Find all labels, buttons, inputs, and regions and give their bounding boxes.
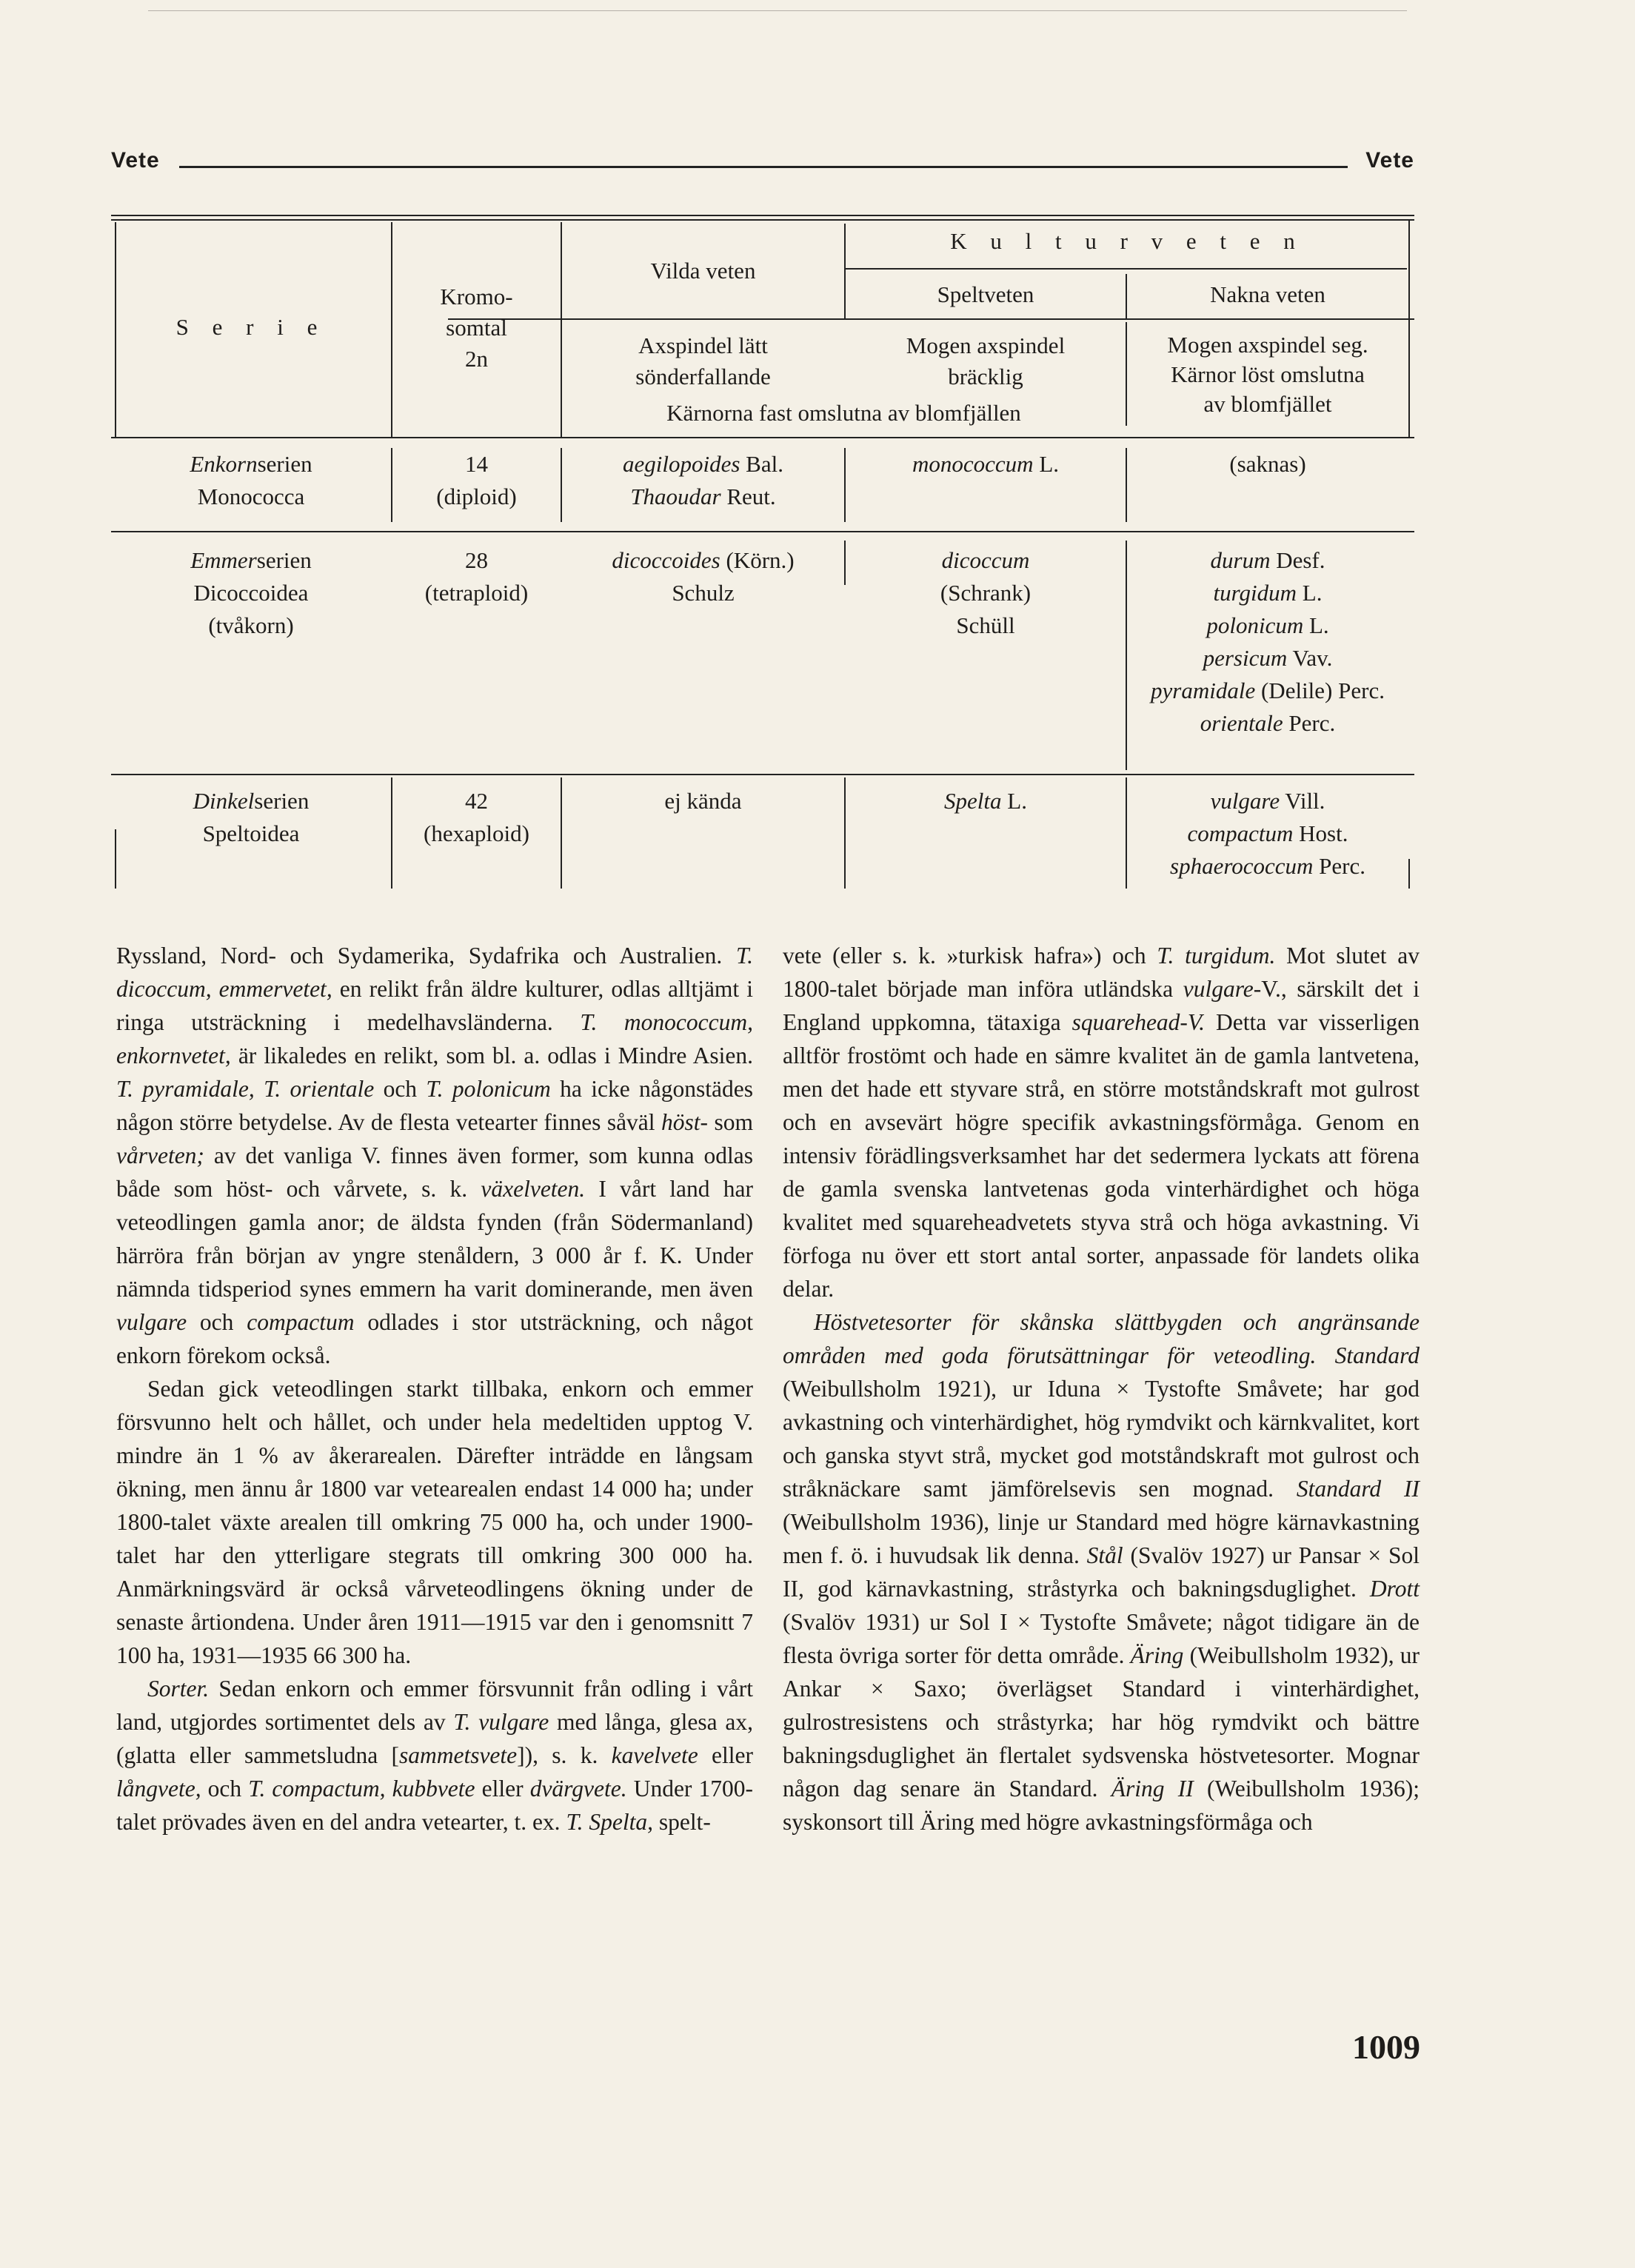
text-run: Sedan gick veteodlingen starkt tillbaka, enkorn och emmer försvunno helt och hållet, och under hela medeltiden upptog V. mindre än 1 % av åkerarealen. Därefter inträdde en långsam ökning, men ännu år 1800 var vetearealen endast 14 000 ha; under 1800-talet växte arealen till omkring 75 000 ha, och under 1900-talet har den ytterligare stegrats till omkring 300 000 ha. Anmärkningsvärd är också vårveteodlingens ökning under de senaste årtiondena. Under åren 1911—1915 var den i genomsnitt 7 100 ha, 1931—1935 66 300 ha. [116, 1376, 753, 1668]
italic-term: T. dicoccum, emmervetet, [116, 943, 753, 1002]
italic-term: compactum [247, 1309, 355, 1335]
species-name: vulgare [1210, 788, 1280, 814]
spelt-desc-line-2: bräcklig [948, 364, 1023, 389]
text-run: I vårt land har veteodlingen gamla anor; de äldsta fynden (från Södermanland) härröra från början av yngre stenåldern, 3 000 år f. K. Under nämnda tidsperiod synes emmern ha varit dominerande, men även [116, 1176, 753, 1302]
text-run: och [374, 1076, 427, 1102]
species-line [562, 448, 844, 481]
italic-term: Äring [1130, 1642, 1184, 1668]
left-text-column [116, 939, 753, 1839]
species-line [1127, 675, 1408, 707]
species-name: sphaerococcum [1170, 853, 1314, 879]
text-run: är likaledes en relikt, som bl. a. odlas i Mindre Asien. [230, 1043, 753, 1068]
table-top-rule-double [111, 219, 1414, 221]
text-run: spelt- [652, 1809, 711, 1835]
italic-term: Äring II [1111, 1776, 1194, 1802]
text-run: Detta var visserligen alltför frostömt och hade en sämre kvalitet än de gamla lantvetena, men det hade ett styvare strå, en större motståndskraft mot gulrost och en avsevärt högre specifik avkastningsförmåga. Genom en intensiv förädlingsverksamhet har det sedermera lyckats att förena de gamla svenska lantvetenas goda vinterhärdighet och höga kvalitet med squareheadvetets styva strå och höga avkastning. Vi förfoga nu över ett stort antal sorter, anpassade för landets olika delar. [783, 1009, 1420, 1302]
italic-term: sammetsvete [398, 1742, 518, 1768]
italic-term: T. compactum, kubbvete [248, 1776, 475, 1802]
text-run: Sedan enkorn och emmer försvunnit från odling i vårt land, utgjordes sortimentet dels av [116, 1676, 753, 1735]
italic-term: T. pyramidale, T. orientale [116, 1076, 375, 1102]
serie-name-suffix: serien [254, 788, 310, 814]
header-serie-text: S e r i e [175, 314, 327, 340]
serie-name [111, 448, 391, 481]
table-cell-serie [111, 785, 391, 850]
header-nakna-text: Nakna veten [1210, 281, 1325, 307]
header-spelt-desc [846, 330, 1126, 392]
species-name: persicum [1203, 645, 1288, 671]
species-author: Vav. [1287, 645, 1333, 671]
right-rule-header [1408, 219, 1410, 437]
scan-edge-line [148, 10, 1407, 11]
text-run: av det vanliga V. finnes även former, som kunna odlas både som höst- och vårvete, s. k. [116, 1143, 753, 1202]
italic-term: Stål [1086, 1542, 1123, 1568]
vilda-desc-line-1: Axspindel lätt [638, 332, 768, 358]
table-cell-nakna [1127, 448, 1408, 481]
species-name: dicoccoides [612, 547, 720, 573]
table-cell-spelt [846, 448, 1126, 481]
serie-subname: Monococca [197, 484, 305, 509]
text-run: ]), s. k. [517, 1742, 612, 1768]
species-name: compactum [1187, 820, 1294, 846]
italic-term: höst- [661, 1109, 709, 1135]
species-name: monococcum [912, 451, 1034, 477]
table-cell-spelt [846, 544, 1126, 642]
text-run: ha icke någonstädes någon större betydelse. Av de flesta vetearter finnes såväl [116, 1076, 754, 1135]
header-krom-line-3: 2n [465, 346, 488, 372]
table-cell-nakna [1127, 785, 1408, 883]
header-karnorna-fast [562, 397, 1126, 429]
species-author: Host. [1293, 820, 1348, 846]
serie-subname: Speltoidea [202, 820, 300, 846]
karnorna-fast-text: Kärnorna fast omslutna av blomfjällen [666, 400, 1021, 426]
species-line [1127, 609, 1408, 642]
species-line [1127, 785, 1408, 817]
species-name: orientale [1200, 710, 1283, 736]
table-cell-vilda [562, 448, 844, 513]
italic-term: vårveten; [116, 1143, 204, 1168]
header-speltveten [846, 278, 1126, 311]
species-line [1127, 577, 1408, 609]
header-kromosomtal [392, 281, 561, 375]
serie-name-italic: Enkorn [190, 451, 258, 477]
species-name: dicoccum [941, 547, 1030, 573]
species-author: Schüll [956, 612, 1015, 638]
species-name: aegilopoides [623, 451, 740, 477]
nakna-desc-line-2: Kärnor löst omslutna [1171, 361, 1365, 387]
table-cell-krom [392, 544, 561, 609]
body-paragraph [116, 1372, 753, 1672]
kulturveten-rule [844, 268, 1407, 270]
species-author: Reut. [720, 484, 776, 509]
species-line [846, 448, 1126, 481]
header-vilda-desc [562, 330, 844, 392]
text-run: odlades i stor utsträckning, och något enkorn förekom också. [116, 1309, 754, 1368]
nakna-desc-line-1: Mogen axspindel seg. [1167, 332, 1368, 358]
species-author: Desf. [1270, 547, 1325, 573]
text-run: Mot slutet av 1800-talet började man införa utländska [783, 943, 1420, 1002]
header-kulturveten [846, 225, 1408, 258]
species-name: Spelta [944, 788, 1002, 814]
text-run: (Svalöv 1927) ur Pansar × Sol II, god kärnavkastning, stråstyrka och bakningsduglighet. [783, 1542, 1420, 1602]
header-krom-line-1: Kromo- [440, 284, 513, 310]
species-line [1127, 817, 1408, 850]
body-paragraph [783, 939, 1420, 1305]
species-author: Vill. [1280, 788, 1325, 814]
chromosome-value: 28 [465, 547, 488, 573]
species-author: Bal. [740, 451, 783, 477]
table-cell-spelt [846, 785, 1126, 817]
italic-term: Sorter. [147, 1676, 210, 1702]
species-name: pyramidale [1151, 678, 1256, 703]
italic-term: Höstvetesorter för skånska slättbygden och angränsande områden med goda förutsättningar för veteodling. Standard [783, 1309, 1420, 1368]
species-author: ej kända [664, 788, 742, 814]
species-author: (Schrank) [940, 580, 1032, 606]
italic-term: vulgare [116, 1309, 187, 1335]
header-serie [111, 311, 391, 344]
serie-name [111, 544, 391, 577]
species-line [846, 544, 1126, 577]
species-author: L. [1001, 788, 1027, 814]
text-run: som [708, 1109, 753, 1135]
text-run: eller [698, 1742, 753, 1768]
table-cell-nakna [1127, 544, 1408, 740]
table-cell-krom [392, 785, 561, 850]
italic-term: långvete, [116, 1776, 201, 1802]
italic-term: T. turgidum. [1157, 943, 1276, 969]
chromosome-value: (diploid) [436, 484, 517, 509]
body-paragraph [116, 939, 753, 1372]
text-run: en relikt från äldre kulturer, odlas alltjämt i ringa utsträckning i medelhavsländerna. [116, 976, 754, 1035]
text-run: eller [475, 1776, 530, 1802]
row-rule-1 [111, 531, 1414, 532]
species-author: (Körn.) [720, 547, 795, 573]
table-cell-vilda [562, 544, 844, 609]
species-line [846, 577, 1126, 609]
subheader-rule [448, 318, 1414, 320]
text-run: vete (eller s. k. »turkisk hafra») och [783, 943, 1157, 969]
italic-term: T. monococcum, enkornvetet, [116, 1009, 753, 1068]
species-author: (Delile) Perc. [1255, 678, 1385, 703]
text-run: -V., särskilt det i England uppkomna, tätaxiga [783, 976, 1420, 1035]
species-name: turgidum [1213, 580, 1297, 606]
species-line [1127, 707, 1408, 740]
chromosome-value: 42 [465, 788, 488, 814]
body-paragraph [116, 1672, 753, 1839]
italic-term: dvärgvete. [529, 1776, 627, 1802]
table-cell-vilda [562, 785, 844, 817]
species-author: L. [1033, 451, 1059, 477]
header-rule [179, 166, 1348, 168]
species-name: polonicum [1206, 612, 1304, 638]
row-rule-2 [111, 774, 1414, 775]
chromosome-value: (hexaploid) [424, 820, 529, 846]
italic-term: T. Spelta, [566, 1809, 653, 1835]
header-nakna-veten [1127, 278, 1408, 311]
serie-name-suffix: serien [257, 451, 312, 477]
page-number: 1009 [1352, 2028, 1420, 2066]
vilda-desc-line-2: sönderfallande [635, 364, 771, 389]
species-line [846, 609, 1126, 642]
italic-term: T. polonicum [426, 1076, 551, 1102]
wheat-classification-table [111, 207, 1414, 896]
species-line [1127, 850, 1408, 883]
species-name: Thaoudar [630, 484, 721, 509]
species-author: Perc. [1313, 853, 1365, 879]
italic-term: Standard II [1296, 1476, 1420, 1502]
header-nakna-desc [1127, 330, 1408, 419]
species-line [562, 544, 844, 577]
table-top-rule [111, 215, 1414, 216]
body-paragraph [783, 1305, 1420, 1839]
table-cell-krom [392, 448, 561, 513]
species-line [846, 785, 1126, 817]
header-vilda-veten [562, 255, 844, 287]
text-run: (Weibullsholm 1936), linje ur Standard med högre kärnavkastning men f. ö. i huvudsak lik denna. [783, 1509, 1420, 1568]
species-author: L. [1297, 580, 1323, 606]
serie-name-italic: Emmer [190, 547, 257, 573]
serie-name [111, 785, 391, 817]
serie-name-italic: Dinkel [193, 788, 255, 814]
species-line [562, 785, 844, 817]
text-run: och [201, 1776, 249, 1802]
text-run: (Weibullsholm 1932), ur Ankar × Saxo; överlägset Standard i vinterhärdighet, gulrostresistens och stråstyrka; har hög rymdvikt och bättre bakningsduglighet än flertalet sydsvenska höstvetesorter. Mognar någon dag senare än Standard. [783, 1642, 1420, 1802]
species-line [1127, 544, 1408, 577]
header-kulturveten-text: K u l t u r v e t e n [950, 228, 1304, 254]
text-run: Under 1700-talet prövades även en del andra vetearter, t. ex. [116, 1776, 753, 1835]
italic-term: Drott [1369, 1576, 1420, 1602]
species-author: Schulz [672, 580, 735, 606]
table-cell-serie [111, 544, 391, 642]
italic-term: T. vulgare [453, 1709, 549, 1735]
spelt-desc-line-1: Mogen axspindel [906, 332, 1066, 358]
species-author: Perc. [1283, 710, 1336, 736]
running-header-left: Vete [111, 148, 160, 173]
species-author: L. [1303, 612, 1329, 638]
serie-name-suffix: serien [256, 547, 312, 573]
header-speltveten-text: Speltveten [937, 281, 1034, 307]
text-run: med långa, glesa ax, (glatta eller sammetsludna [ [116, 1709, 753, 1768]
table-cell-serie [111, 448, 391, 513]
species-line [562, 481, 844, 513]
header-vilda-text: Vilda veten [650, 258, 756, 284]
italic-term: vulgare [1183, 976, 1254, 1002]
running-header [111, 148, 1414, 187]
chromosome-value: 14 [465, 451, 488, 477]
serie-subname: (tvåkorn) [208, 612, 294, 638]
right-rule-bottom [1408, 859, 1410, 889]
text-run: (Weibullsholm 1936); syskonsort till Äring med högre avkastningsförmåga och [783, 1776, 1420, 1835]
running-header-right: Vete [1365, 148, 1414, 173]
text-run: (Svalöv 1931) ur Sol I × Tystofte Småvete; något tidigare än de flesta övriga sorter för detta område. [783, 1609, 1420, 1668]
species-line [1127, 448, 1408, 481]
serie-subname: Dicoccoidea [193, 580, 309, 606]
text-run: (Weibullsholm 1921), ur Iduna × Tystofte Småvete; har god avkastning och vinterhärdighet, hög rymdvikt och kärnkvalitet, kort och ganska styvt strå, mycket god motståndskraft mot gulrost och stråknäckare samt jämförelsevis sen mognad. [783, 1376, 1420, 1502]
italic-term: kavelvete [611, 1742, 698, 1768]
header-krom-line-2: somtal [446, 315, 507, 341]
chromosome-value: (tetraploid) [424, 580, 529, 606]
nakna-desc-line-3: av blomfjället [1203, 391, 1332, 417]
species-line [562, 577, 844, 609]
text-run: Ryssland, Nord- och Sydamerika, Sydafrika och Australien. [116, 943, 736, 969]
species-author: (saknas) [1229, 451, 1306, 477]
italic-term: växelveten. [481, 1176, 586, 1202]
text-run: och [187, 1309, 247, 1335]
header-bottom-rule [111, 437, 1414, 438]
right-text-column [783, 939, 1420, 1839]
species-name: durum [1210, 547, 1271, 573]
species-line [1127, 642, 1408, 675]
italic-term: squarehead-V. [1071, 1009, 1205, 1035]
